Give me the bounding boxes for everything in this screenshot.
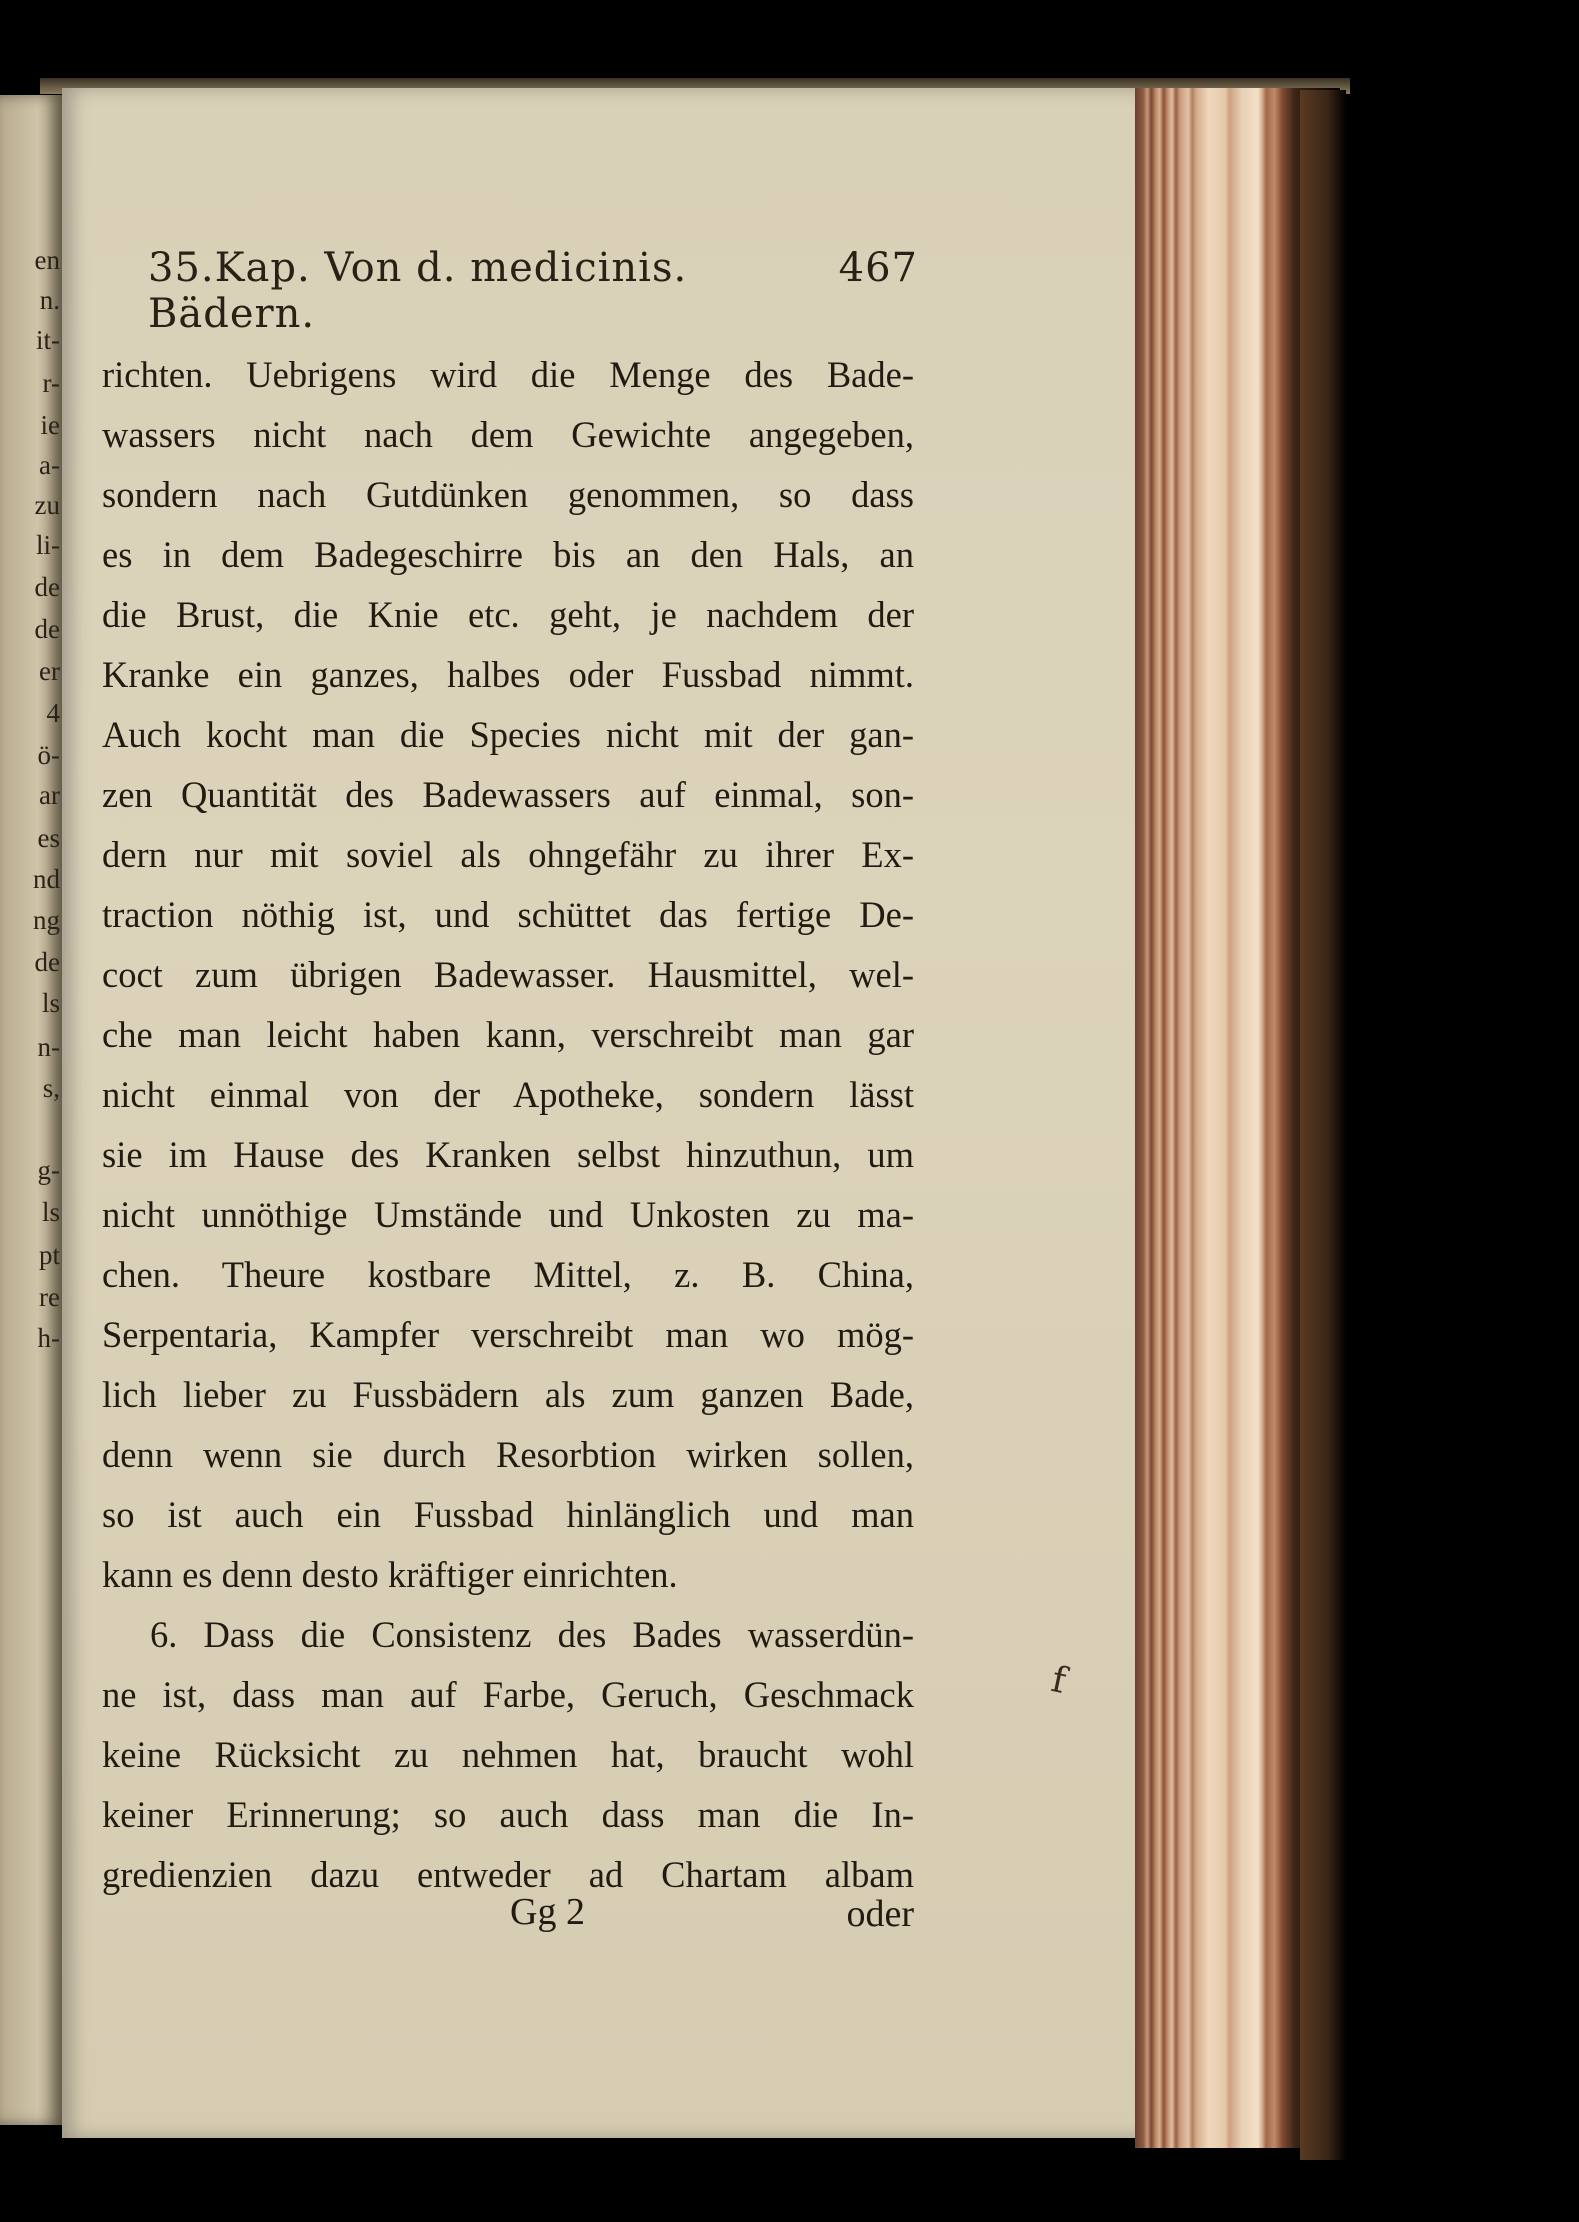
text-line: die Brust, die Knie etc. geht, je nachdem der — [102, 594, 914, 635]
previous-page-fragment: pt — [38, 1240, 60, 1270]
previous-page-fragment: n. — [39, 285, 60, 315]
signature-mark: Gg 2 — [510, 1891, 585, 1933]
previous-page-fragment: a- — [39, 450, 60, 480]
page-number: 467 — [838, 245, 918, 291]
text-line: nicht einmal von der Apotheke, sondern lässt — [102, 1074, 914, 1115]
previous-page-fragment: r- — [42, 368, 60, 398]
previous-page-edge — [0, 95, 62, 2125]
previous-page-fragment: ö- — [37, 740, 60, 770]
previous-page-fragment: nd — [33, 864, 60, 894]
previous-page-fragment: en — [34, 245, 60, 275]
text-line: so ist auch ein Fussbad hinlänglich und man — [102, 1494, 914, 1535]
previous-page-fragment: ng — [33, 905, 60, 935]
text-line: wassers nicht nach dem Gewichte angegeben, — [102, 414, 914, 455]
text-line: es in dem Badegeschirre bis an den Hals, an — [102, 534, 914, 575]
text-line: keine Rücksicht zu nehmen hat, braucht wohl — [102, 1734, 914, 1775]
text-line: sie im Hause des Kranken selbst hinzuthun, um — [102, 1134, 914, 1175]
margin-mark: f — [1047, 1659, 1070, 1702]
cover-edge — [1300, 90, 1346, 2160]
text-line: ne ist, dass man auf Farbe, Geruch, Geschmack — [102, 1674, 914, 1715]
running-head — [148, 245, 918, 337]
text-line: kann es denn desto kräftiger einrichten. — [102, 1554, 678, 1595]
previous-page-fragment: n- — [37, 1032, 60, 1062]
previous-page-fragment: ie — [40, 410, 60, 440]
text-line: coct zum übrigen Badewasser. Hausmittel, wel- — [102, 954, 914, 995]
previous-page-fragment: li- — [36, 530, 60, 560]
text-line: sondern nach Gutdünken genommen, so dass — [102, 474, 914, 515]
body-text — [102, 345, 914, 1905]
text-line: zen Quantität des Badewassers auf einmal, son- — [102, 774, 914, 815]
previous-page-fragment: zu — [34, 490, 60, 520]
previous-page-fragment: ls — [41, 988, 60, 1018]
previous-page-fragment: ls — [41, 1197, 60, 1227]
previous-page-fragment: 4 — [46, 698, 60, 728]
previous-page-fragment: g- — [37, 1155, 60, 1185]
text-line: 6. Dass die Consistenz des Bades wasserdün- — [150, 1614, 914, 1655]
text-line: keiner Erinnerung; so auch dass man die In- — [102, 1794, 914, 1835]
previous-page-fragment: er — [39, 656, 60, 686]
catchword: oder — [846, 1893, 914, 1935]
text-line: chen. Theure kostbare Mittel, z. B. China, — [102, 1254, 914, 1295]
previous-page-fragment: de — [34, 572, 60, 602]
previous-page-fragment: de — [34, 947, 60, 977]
previous-page-fragment: s, — [42, 1073, 60, 1103]
text-line: Auch kocht man die Species nicht mit der gan- — [102, 714, 914, 755]
text-line: richten. Uebrigens wird die Menge des Bade- — [102, 354, 914, 395]
previous-page-fragment: de — [34, 614, 60, 644]
text-line: Kranke ein ganzes, halbes oder Fussbad nimmt. — [102, 654, 914, 695]
previous-page-fragment: it- — [36, 325, 60, 355]
previous-page-fragment: ar — [39, 780, 60, 810]
text-line: nicht unnöthige Umstände und Unkosten zu ma- — [102, 1194, 914, 1235]
previous-page-fragment: h- — [37, 1323, 60, 1353]
previous-page-fragment: es — [37, 823, 60, 853]
text-line: dern nur mit soviel als ohngefähr zu ihrer Ex- — [102, 834, 914, 875]
text-line: traction nöthig ist, und schüttet das fertige De- — [102, 894, 914, 935]
text-line: che man leicht haben kann, verschreibt man gar — [102, 1014, 914, 1055]
text-line: lich lieber zu Fussbädern als zum ganzen Bade, — [102, 1374, 914, 1415]
chapter-heading: 35.Kap. Von d. medicinis. Bädern. — [148, 245, 688, 337]
text-line: denn wenn sie durch Resorbtion wirken sollen, — [102, 1434, 914, 1475]
previous-page-fragment: re — [39, 1282, 60, 1312]
text-line: gredienzien dazu entweder ad Chartam albam — [102, 1854, 914, 1895]
text-line: Serpentaria, Kampfer verschreibt man wo mög- — [102, 1314, 914, 1355]
